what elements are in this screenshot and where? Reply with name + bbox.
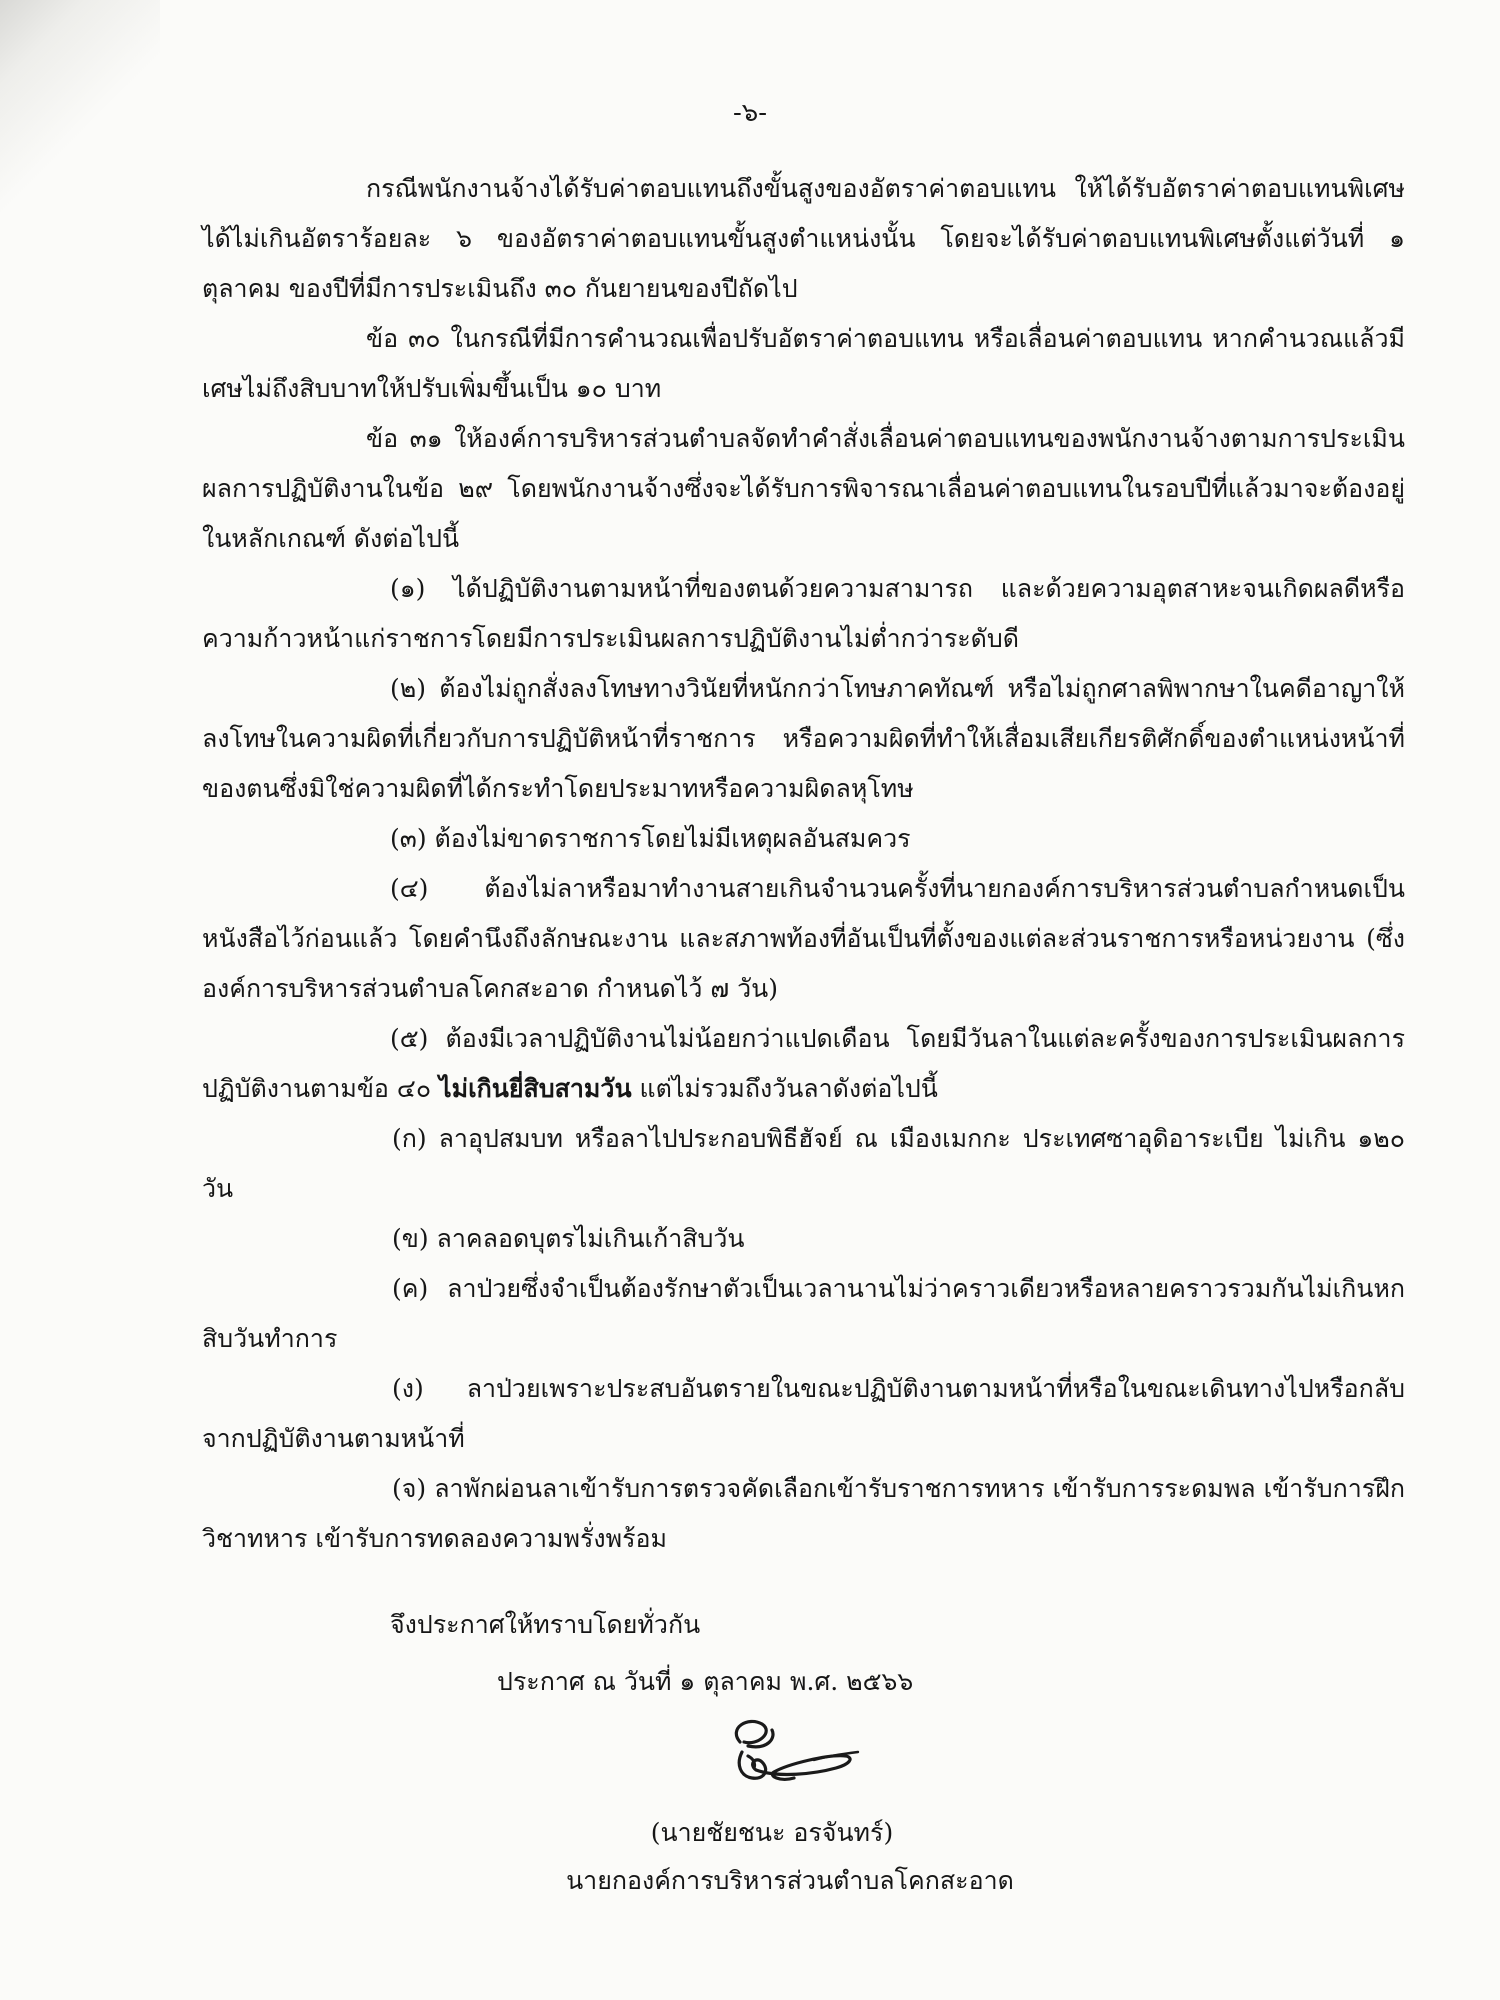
criterion-1: (๑) ได้ปฏิบัติงานตามหน้าที่ของตนด้วยความสามารถ และด้วยความอุตสาหะจนเกิดผลดีหรือความก้าวหน้าแก่ราชการโดยมีการประเมินผลการปฏิบัติงานไม่ต่ำกว่าระดับดี xyxy=(202,574,1405,653)
leave-exception-e: (จ) ลาพักผ่อนลาเข้ารับการตรวจคัดเลือกเข้ารับราชการทหาร เข้ารับการระดมพล เข้ารับการฝึกวิชาทหาร เข้ารับการทดลองความพรั่งพร้อม xyxy=(202,1474,1405,1553)
signature-image xyxy=(718,1712,868,1802)
page-number: -๖- xyxy=(732,98,768,128)
document-body xyxy=(202,164,1405,1564)
criterion-4: (๔) ต้องไม่ลาหรือมาทำงานสายเกินจำนวนครั้งที่นายกองค์การบริหารส่วนตำบลกำหนดเป็นหนังสือไว้ก่อนแล้ว โดยคำนึงถึงลักษณะงาน และสภาพท้องที่อันเป็นที่ตั้งของแต่ละส่วนราชการหรือหน่วยงาน (ซึ่งองค์การบริหารส่วนตำบลโคกสะอาด กำหนดไว้ ๗ วัน) xyxy=(202,874,1405,1003)
paragraph-clause-31: ข้อ ๓๑ ให้องค์การบริหารส่วนตำบลจัดทำคำสั่งเลื่อนค่าตอบแทนของพนักงานจ้างตามการประเมินผลการปฏิบัติงานในข้อ ๒๙ โดยพนักงานจ้างซึ่งจะได้รับการพิจารณาเลื่อนค่าตอบแทนในรอบปีที่แล้วมาจะต้องอยู่ในหลักเกณฑ์ ดังต่อไปนี้ xyxy=(202,424,1405,553)
paragraph-special-pay: กรณีพนักงานจ้างได้รับค่าตอบแทนถึงขั้นสูงของอัตราค่าตอบแทน ให้ได้รับอัตราค่าตอบแทนพิเศษได้ไม่เกินอัตราร้อยละ ๖ ของอัตราค่าตอบแทนขั้นสูงตำแหน่งนั้น โดยจะได้รับค่าตอบแทนพิเศษตั้งแต่วันที่ ๑ ตุลาคม ของปีที่มีการประเมินถึง ๓๐ กันยายนของปีถัดไป xyxy=(202,174,1405,303)
scan-page-edge xyxy=(0,0,160,320)
signer-name: (นายชัยชนะ อรจันทร์) xyxy=(650,1818,894,1847)
paragraph-clause-30: ข้อ ๓๐ ในกรณีที่มีการคำนวณเพื่อปรับอัตราค่าตอบแทน หรือเลื่อนค่าตอบแทน หากคำนวณแล้วมีเศษไม่ถึงสิบบาทให้ปรับเพิ่มขึ้นเป็น ๑๐ บาท xyxy=(202,324,1405,403)
announcement-date: ประกาศ ณ วันที่ ๑ ตุลาคม พ.ศ. ๒๕๖๖ xyxy=(497,1667,914,1696)
closing-statement: จึงประกาศให้ทราบโดยทั่วกัน xyxy=(390,1610,701,1639)
criterion-5: (๕) ต้องมีเวลาปฏิบัติงานไม่น้อยกว่าแปดเดือน โดยมีวันลาในแต่ละครั้งของการประเมินผลการปฏิบัติงานตามข้อ ๔๐ ไม่เกินยี่สิบสามวัน แต่ไม่รวมถึงวันลาดังต่อไปนี้ xyxy=(202,1024,1405,1103)
criterion-2: (๒) ต้องไม่ถูกสั่งลงโทษทางวินัยที่หนักกว่าโทษภาคทัณฑ์ หรือไม่ถูกศาลพิพากษาในคดีอาญาให้ลงโทษในความผิดที่เกี่ยวกับการปฏิบัติหน้าที่ราชการ หรือความผิดที่ทำให้เสื่อมเสียเกียรติศักดิ์ของตำแหน่งหน้าที่ของตนซึ่งมิใช่ความผิดที่ได้กระทำโดยประมาทหรือความผิดลหุโทษ xyxy=(202,674,1405,803)
signer-title: นายกองค์การบริหารส่วนตำบลโคกสะอาด xyxy=(566,1866,1014,1895)
leave-exception-a: (ก) ลาอุปสมบท หรือลาไปประกอบพิธีฮัจย์ ณ เมืองเมกกะ ประเทศซาอุดิอาระเบีย ไม่เกิน ๑๒๐ วัน xyxy=(202,1124,1405,1203)
leave-exception-c: (ค) ลาป่วยซึ่งจำเป็นต้องรักษาตัวเป็นเวลานานไม่ว่าคราวเดียวหรือหลายคราวรวมกันไม่เกินหกสิบวันทำการ xyxy=(202,1274,1405,1353)
bold-leave-limit: ไม่เกินยี่สิบสามวัน xyxy=(439,1074,632,1103)
leave-exception-d: (ง) ลาป่วยเพราะประสบอันตรายในขณะปฏิบัติงานตามหน้าที่หรือในขณะเดินทางไปหรือกลับจากปฏิบัติงานตามหน้าที่ xyxy=(202,1374,1405,1453)
leave-exception-b: (ข) ลาคลอดบุตรไม่เกินเก้าสิบวัน xyxy=(392,1224,745,1253)
criterion-3: (๓) ต้องไม่ขาดราชการโดยไม่มีเหตุผลอันสมควร xyxy=(390,824,911,853)
